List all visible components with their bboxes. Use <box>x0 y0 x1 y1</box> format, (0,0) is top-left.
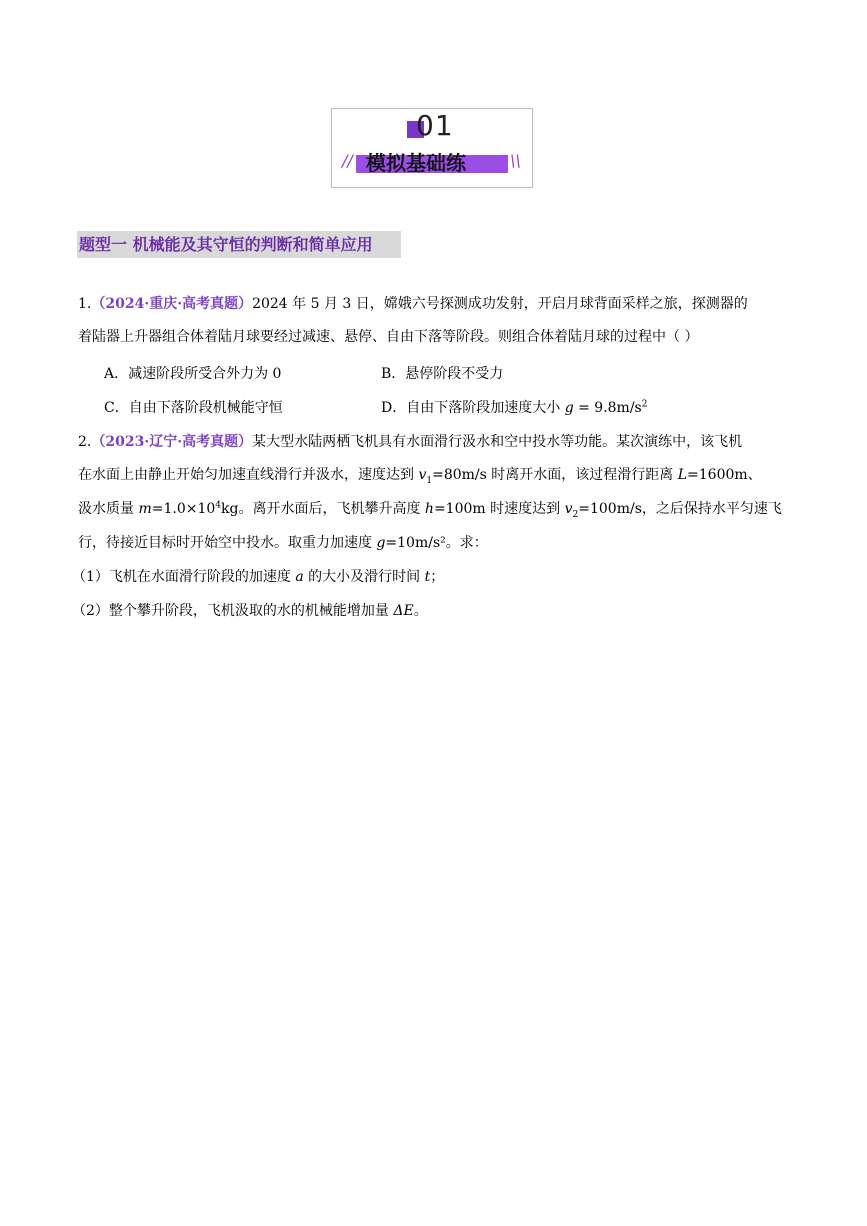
q2-l4-a: 行，待接近目标时开始空中投水。取重力加速度 <box>78 535 377 551</box>
q2-l4-b: =10m/s²。求： <box>385 535 488 551</box>
q1-option-b: B．悬停阶段不受力 <box>381 366 504 382</box>
q2-s1-c: ； <box>430 569 445 585</box>
q2-s2-b: 。 <box>413 603 428 619</box>
q2-subquestion-1 <box>72 568 444 586</box>
q2-l3-h: h <box>424 501 434 517</box>
q1-text-a: 2024 年 5 月 3 日，嫦娥六号探测成功发射，开启月球背面采样之旅，探测器的 <box>252 296 748 312</box>
q2-l4-g: g <box>376 535 386 551</box>
q2-s2-E: ΔE <box>393 603 414 619</box>
banner-number: 01 <box>416 109 454 142</box>
q1-option-d-sup: 2 <box>641 399 648 410</box>
q2-l3-v: v <box>564 501 573 517</box>
q1-line-2: 着陆器上升器组合体着陆月球要经过减速、悬停、自由下落等阶段。则组合体着陆月球的过程中（ ） <box>78 329 699 345</box>
section-banner <box>331 108 533 188</box>
q2-line-3 <box>78 500 782 518</box>
q1-option-d-value: = 9.8m/s <box>573 400 642 416</box>
q2-text-1: 某大型水陆两栖飞机具有水面滑行汲水和空中投水等功能。某次演练中，该飞机 <box>252 434 743 450</box>
q1-option-d <box>381 399 647 417</box>
q2-line-4 <box>78 534 488 552</box>
q1-option-c: C．自由下落阶段机械能守恒 <box>104 400 283 416</box>
banner-title: 模拟基础练 <box>366 151 466 175</box>
q2-l3-a: 汲水质量 <box>78 501 139 517</box>
section-heading: 题型一 机械能及其守恒的判断和简单应用 <box>77 231 401 258</box>
q2-l3-sub: 2 <box>572 509 579 520</box>
q2-l2-sub: 1 <box>426 475 433 486</box>
q2-l2-a: 在水面上由静止开始匀加速直线滑行并汲水，速度达到 <box>78 467 419 483</box>
q2-l3-m: m <box>138 501 152 517</box>
q2-s1-t: t <box>424 569 431 585</box>
banner-right-mark: \\ <box>510 151 521 170</box>
q1-option-d-var: g <box>564 400 574 416</box>
q2-l3-sup: 4 <box>215 500 222 511</box>
q2-l2-b: =80m/s 时离开水面，该过程滑行距离 <box>432 467 678 483</box>
q2-line-1 <box>78 433 742 451</box>
q2-subquestion-2 <box>72 602 428 620</box>
q2-s1-a: （1）飞机在水面滑行阶段的加速度 <box>72 569 296 585</box>
q2-l2-v: v <box>418 467 427 483</box>
q1-option-d-text: D．自由下落阶段加速度大小 <box>381 400 565 416</box>
q2-l2-L: L <box>677 467 688 483</box>
q2-l3-d: =100m 时速度达到 <box>433 501 565 517</box>
q2-source: （2023·辽宁·高考真题） <box>91 434 253 450</box>
q2-l3-e: =100m/s，之后保持水平匀速飞 <box>578 501 782 517</box>
q1-option-a: A．减速阶段所受合外力为 0 <box>104 366 282 382</box>
q1-number: 1. <box>78 296 92 312</box>
q2-s1-var-a: a <box>295 569 304 585</box>
q2-l3-b: =1.0×10 <box>151 501 216 517</box>
q2-l2-c: =1600m、 <box>687 467 762 483</box>
q2-s1-b: 的大小及滑行时间 <box>303 569 425 585</box>
q2-l3-c: kg。离开水面后，飞机攀升高度 <box>221 501 425 517</box>
q2-number: 2. <box>78 434 92 450</box>
q1-line-1 <box>78 295 748 313</box>
q2-s2-a: （2）整个攀升阶段，飞机汲取的水的机械能增加量 <box>72 603 394 619</box>
q1-source: （2024·重庆·高考真题） <box>91 296 253 312</box>
banner-left-mark: // <box>342 151 353 170</box>
q2-line-2 <box>78 466 762 484</box>
